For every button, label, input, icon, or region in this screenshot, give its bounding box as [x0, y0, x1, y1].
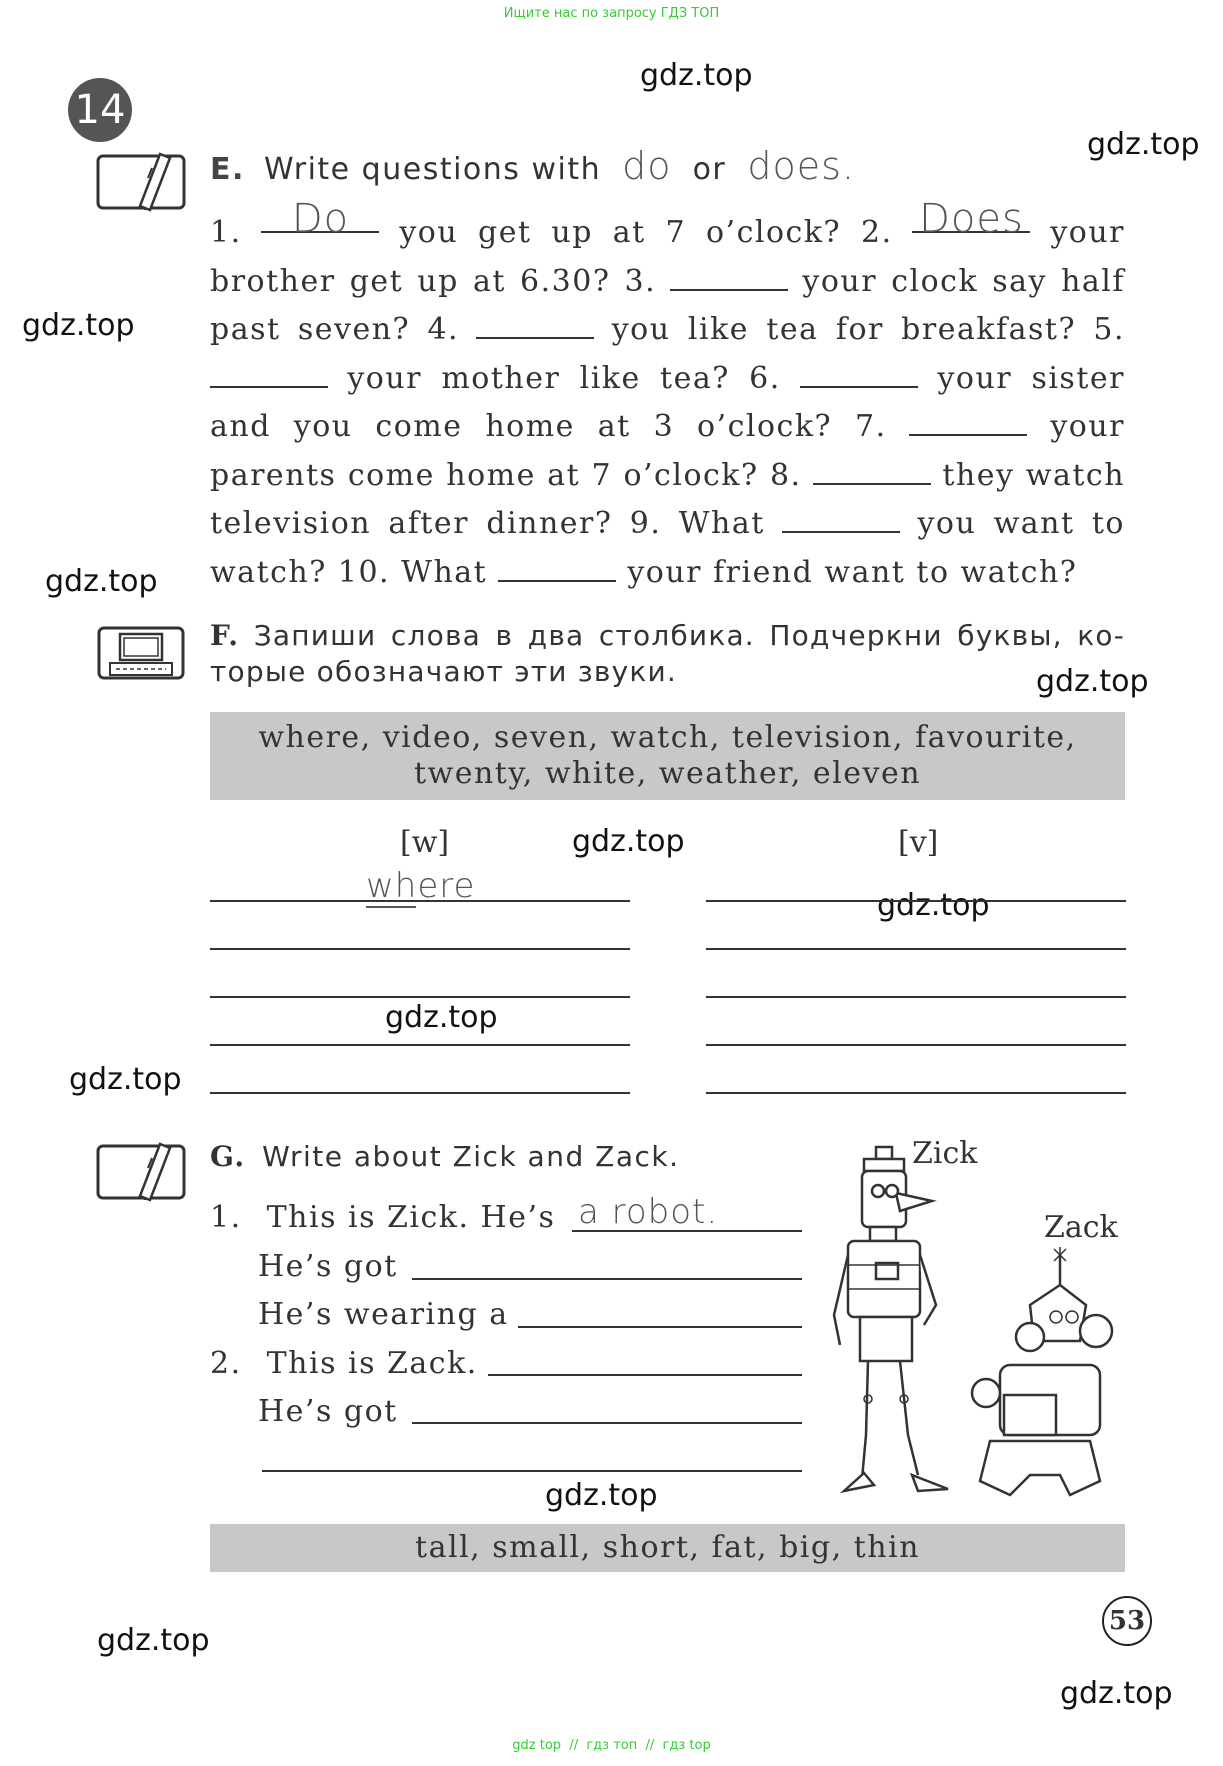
lesson-number: 14 — [74, 87, 126, 133]
answer-line[interactable] — [706, 1092, 1126, 1094]
watermark: gdz.top — [45, 564, 158, 599]
watermark: gdz.top — [22, 308, 135, 343]
zick-robot-illustration — [826, 1145, 966, 1497]
watermark: gdz.top — [69, 1062, 182, 1097]
question-text: your mother like tea? — [347, 360, 730, 396]
g-line-3: He’s wearing a — [258, 1297, 509, 1332]
answer-line[interactable] — [488, 1374, 802, 1376]
section-e-instruction — [210, 144, 855, 188]
answer-blank[interactable] — [800, 360, 918, 388]
watermark: gdz.top — [545, 1478, 658, 1513]
instruction-text: Write about Zick and Zack. — [262, 1140, 680, 1173]
answer-line[interactable] — [262, 1470, 802, 1472]
word-or: or — [692, 152, 727, 187]
page-number-text: 53 — [1108, 1606, 1146, 1636]
item-number: 1. — [210, 215, 242, 250]
question-text: you get up at 7 o’clock? — [399, 215, 842, 250]
zick-label: Zick — [912, 1136, 978, 1171]
g-line-1 — [210, 1200, 555, 1235]
answer-text: Do — [291, 196, 350, 242]
question-text: your friend want to watch? — [627, 554, 1078, 590]
question-text: your clock say half past seven? — [210, 263, 1125, 347]
item-number: 3. — [624, 263, 657, 299]
answer-line[interactable] — [412, 1278, 802, 1280]
item-number: 1. — [210, 1200, 242, 1235]
answer-blank[interactable] — [782, 505, 900, 533]
item-number: 5. — [1093, 312, 1125, 347]
answer-line[interactable] — [706, 948, 1126, 950]
section-f-letter: F. — [210, 619, 240, 652]
zack-robot-illustration — [960, 1245, 1120, 1507]
sentence-text: This is Zack. — [266, 1346, 478, 1381]
answer-line[interactable] — [412, 1422, 802, 1424]
word-does: does. — [747, 144, 855, 188]
item-number: 2. — [210, 1346, 242, 1381]
question-text: they watch television after dinner? — [210, 457, 1126, 541]
notebook-pencil-icon — [96, 1138, 190, 1202]
answer-line[interactable] — [210, 900, 630, 902]
answer-line[interactable] — [706, 996, 1126, 998]
answer-line[interactable] — [572, 1230, 802, 1232]
underline-mark — [366, 906, 416, 908]
watermark: gdz.top — [1087, 127, 1200, 162]
answer-line[interactable] — [210, 996, 630, 998]
page-number — [1102, 1596, 1152, 1646]
word-list-line: twenty, white, weather, eleven — [413, 756, 922, 791]
instruction-line: торые обозначают эти звуки. — [210, 655, 677, 688]
watermark: gdz.top — [1060, 1676, 1173, 1711]
g-line-5: He’s got — [258, 1394, 398, 1429]
item-number: 10. — [337, 554, 391, 590]
item-number: 2. — [860, 215, 893, 250]
answer-blank[interactable] — [670, 263, 788, 291]
answer-line[interactable] — [210, 1092, 630, 1094]
answer-line[interactable] — [706, 1044, 1126, 1046]
answer-line[interactable] — [210, 948, 630, 950]
answer-blank[interactable] — [912, 196, 1030, 242]
item-number: 7. — [854, 409, 887, 444]
answer-blank[interactable] — [909, 408, 1027, 436]
item-number: 6. — [749, 360, 781, 396]
watermark: gdz.top — [640, 58, 753, 93]
answer-blank[interactable] — [813, 457, 931, 485]
answer-blank[interactable] — [261, 196, 379, 242]
word-do: do — [622, 144, 672, 188]
word-box — [210, 712, 1125, 800]
answer-line[interactable] — [706, 900, 1126, 902]
sentence-text: This is Zick. He’s — [266, 1200, 556, 1235]
answer-text: a robot. — [578, 1192, 719, 1232]
word-box — [210, 1524, 1125, 1572]
section-e-letter: E. — [210, 152, 245, 187]
zack-label: Zack — [1044, 1210, 1118, 1245]
item-number: 8. — [769, 457, 802, 493]
watermark: gdz.top — [97, 1623, 210, 1658]
section-g-letter: G. — [210, 1140, 246, 1173]
watermark: gdz.top — [877, 888, 990, 923]
question-text: What — [678, 506, 765, 541]
lesson-number-badge — [68, 78, 132, 142]
answer-text: Does — [919, 196, 1024, 242]
column-w-header: [w] — [400, 825, 450, 860]
watermark: gdz.top — [385, 1000, 498, 1035]
instruction-line: Запиши слова в два столбика. Подчеркни буквы, ко- — [253, 619, 1126, 652]
question-text: your parents come home at 7 o’clock? — [210, 409, 1125, 493]
section-e-exercise — [210, 196, 1126, 597]
top-banner[interactable]: Ищите нас по запросу ГДЗ ТОП — [503, 6, 720, 21]
computer-icon — [96, 625, 188, 683]
question-text: you like tea for breakfast? — [611, 312, 1077, 347]
g-line-4 — [210, 1346, 478, 1381]
question-text: you want to watch? — [210, 506, 1125, 590]
column-w-answer: where — [366, 866, 476, 906]
answer-blank[interactable] — [498, 554, 616, 582]
item-number: 9. — [629, 506, 662, 541]
column-v-header: [v] — [898, 825, 939, 860]
answer-line[interactable] — [210, 1044, 630, 1046]
watermark: gdz.top — [572, 824, 685, 859]
question-text: your sister and you come home at 3 o’clock? — [210, 360, 1125, 444]
answer-blank[interactable] — [476, 311, 594, 339]
word-list-line: where, video, seven, watch, television, favourite, — [258, 720, 1077, 755]
question-text: What — [401, 554, 488, 590]
g-line-2: He’s got — [258, 1249, 398, 1284]
answer-blank[interactable] — [210, 360, 328, 388]
section-f-instruction — [210, 618, 1125, 690]
question-text: your brother get up at 6.30? — [210, 215, 1125, 299]
notebook-pencil-icon — [96, 148, 190, 212]
word-list-line: tall, small, short, fat, big, thin — [415, 1530, 920, 1565]
item-number: 4. — [427, 312, 460, 347]
bottom-banner[interactable]: gdz top // гдз топ // гдз top — [512, 1738, 711, 1753]
instruction-text: Write questions with — [263, 152, 602, 187]
section-g-instruction — [210, 1140, 680, 1173]
answer-line[interactable] — [518, 1326, 802, 1328]
watermark: gdz.top — [1036, 664, 1149, 699]
